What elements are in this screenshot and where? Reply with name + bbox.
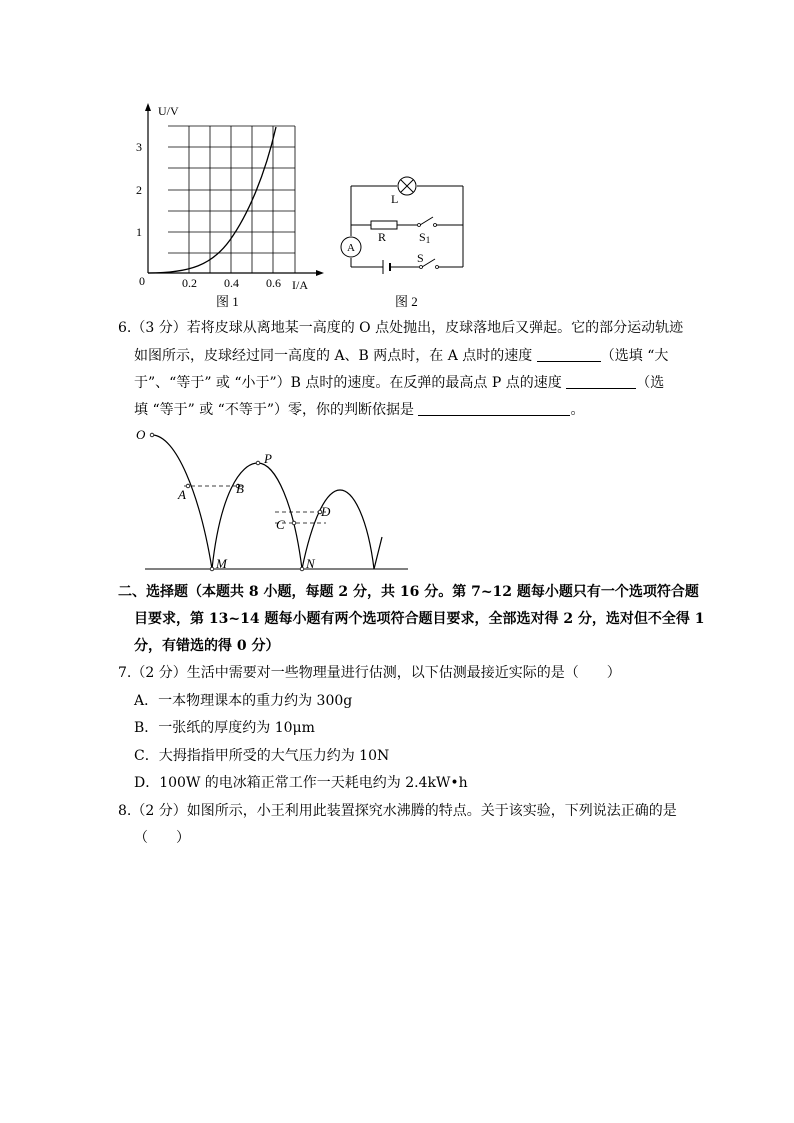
label-c: C bbox=[276, 517, 285, 532]
trajectory-tail bbox=[374, 537, 382, 569]
x-axis-label: I/A bbox=[292, 278, 308, 292]
label-d: D bbox=[321, 504, 331, 519]
q7-option-b[interactable]: B．一张纸的厚度约为 10μm bbox=[134, 720, 315, 736]
origin-label: 0 bbox=[139, 274, 145, 288]
graph-axes bbox=[145, 103, 324, 276]
q7-stem: 7.（2 分）生活中需要对一些物理量进行估测，以下估测最接近实际的是（ ） bbox=[118, 665, 621, 681]
point-o bbox=[150, 433, 154, 437]
label-n: N bbox=[306, 556, 315, 571]
point-a bbox=[186, 484, 190, 488]
q6-line-2: 如图所示，皮球经过同一高度的 A、B 两点时，在 A 点时的速度 （选填 “大 bbox=[134, 348, 669, 364]
x-tick-label: 0.4 bbox=[224, 276, 239, 290]
q6-blank-3[interactable] bbox=[418, 401, 570, 416]
q6-line-1: 6.（3 分）若将皮球从离地某一高度的 O 点处抛出，皮球落地后又弹起。它的部分运动轨迹 bbox=[118, 320, 684, 336]
resistor-symbol bbox=[371, 221, 397, 229]
figure-1-caption: 图 1 bbox=[216, 294, 239, 309]
label-m: M bbox=[216, 556, 227, 571]
q7-option-c[interactable]: C．大拇指指甲所受的大气压力约为 10N bbox=[134, 748, 390, 764]
switch-s1-label: S1 bbox=[419, 230, 431, 245]
resistor-label: R bbox=[378, 230, 387, 244]
figure-2-circuit bbox=[335, 170, 475, 317]
q8-line-2: （ ） bbox=[134, 830, 190, 846]
trajectory-curve bbox=[152, 435, 374, 569]
y-tick-label: 3 bbox=[136, 140, 142, 154]
q7-option-d[interactable]: D．100W 的电冰箱正常工作一天耗电约为 2.4kW•h bbox=[134, 775, 468, 791]
label-o: O bbox=[136, 427, 146, 442]
ammeter-symbol bbox=[341, 237, 361, 257]
x-tick-label: 0.6 bbox=[266, 276, 281, 290]
figure-2-caption: 图 2 bbox=[395, 294, 418, 309]
switch-s1-contact bbox=[434, 224, 437, 227]
q7-option-a[interactable]: A．一本物理课本的重力约为 300g bbox=[134, 693, 353, 709]
ball-trajectory-figure bbox=[130, 425, 415, 575]
point-p bbox=[256, 461, 260, 465]
point-m bbox=[210, 567, 214, 571]
label-p: P bbox=[264, 451, 272, 466]
y-tick-label: 1 bbox=[136, 225, 142, 239]
switch-s1-contact bbox=[418, 224, 421, 227]
switch-s-label: S bbox=[417, 251, 424, 265]
x-tick-label: 0.2 bbox=[182, 276, 197, 290]
point-c bbox=[292, 521, 296, 525]
q6-line-4: 填 “等于” 或 “不等于”）零，你的判断依据是 。 bbox=[134, 402, 585, 418]
ui-curve bbox=[148, 127, 276, 273]
lamp-symbol bbox=[398, 177, 416, 195]
switch-s-contact bbox=[420, 266, 423, 269]
ammeter-label: A bbox=[347, 242, 355, 254]
section-2-line-3: 分，有错选的得 0 分） bbox=[134, 638, 280, 654]
y-axis-label: U/V bbox=[158, 104, 179, 118]
q6-line-3: 于”、“等于” 或 “小于”）B 点时的速度。在反弹的最高点 P 点的速度 （选 bbox=[134, 375, 665, 391]
label-b: B bbox=[236, 481, 244, 496]
q6-blank-2[interactable] bbox=[566, 374, 636, 389]
graph-grid bbox=[168, 126, 295, 273]
figure-1-ui-graph bbox=[130, 95, 330, 317]
lamp-label: L bbox=[391, 192, 399, 206]
q8-line-1: 8.（2 分）如图所示，小王利用此装置探究水沸腾的特点。关于该实验，下列说法正确的是 bbox=[118, 803, 677, 819]
q6-blank-1[interactable] bbox=[537, 347, 601, 362]
point-n bbox=[300, 567, 304, 571]
y-tick-label: 2 bbox=[136, 183, 142, 197]
switch-s-contact bbox=[436, 266, 439, 269]
battery-symbol bbox=[383, 260, 390, 274]
label-a: A bbox=[178, 487, 186, 502]
section-2-line-1: 二、选择题（本题共 8 小题，每题 2 分，共 16 分。第 7~12 题每小题只有一个选项符合题 bbox=[118, 584, 699, 600]
section-2-line-2: 目要求，第 13~14 题每小题有两个选项符合题目要求，全部选对得 2 分，选对但不全得 1 bbox=[134, 611, 705, 627]
